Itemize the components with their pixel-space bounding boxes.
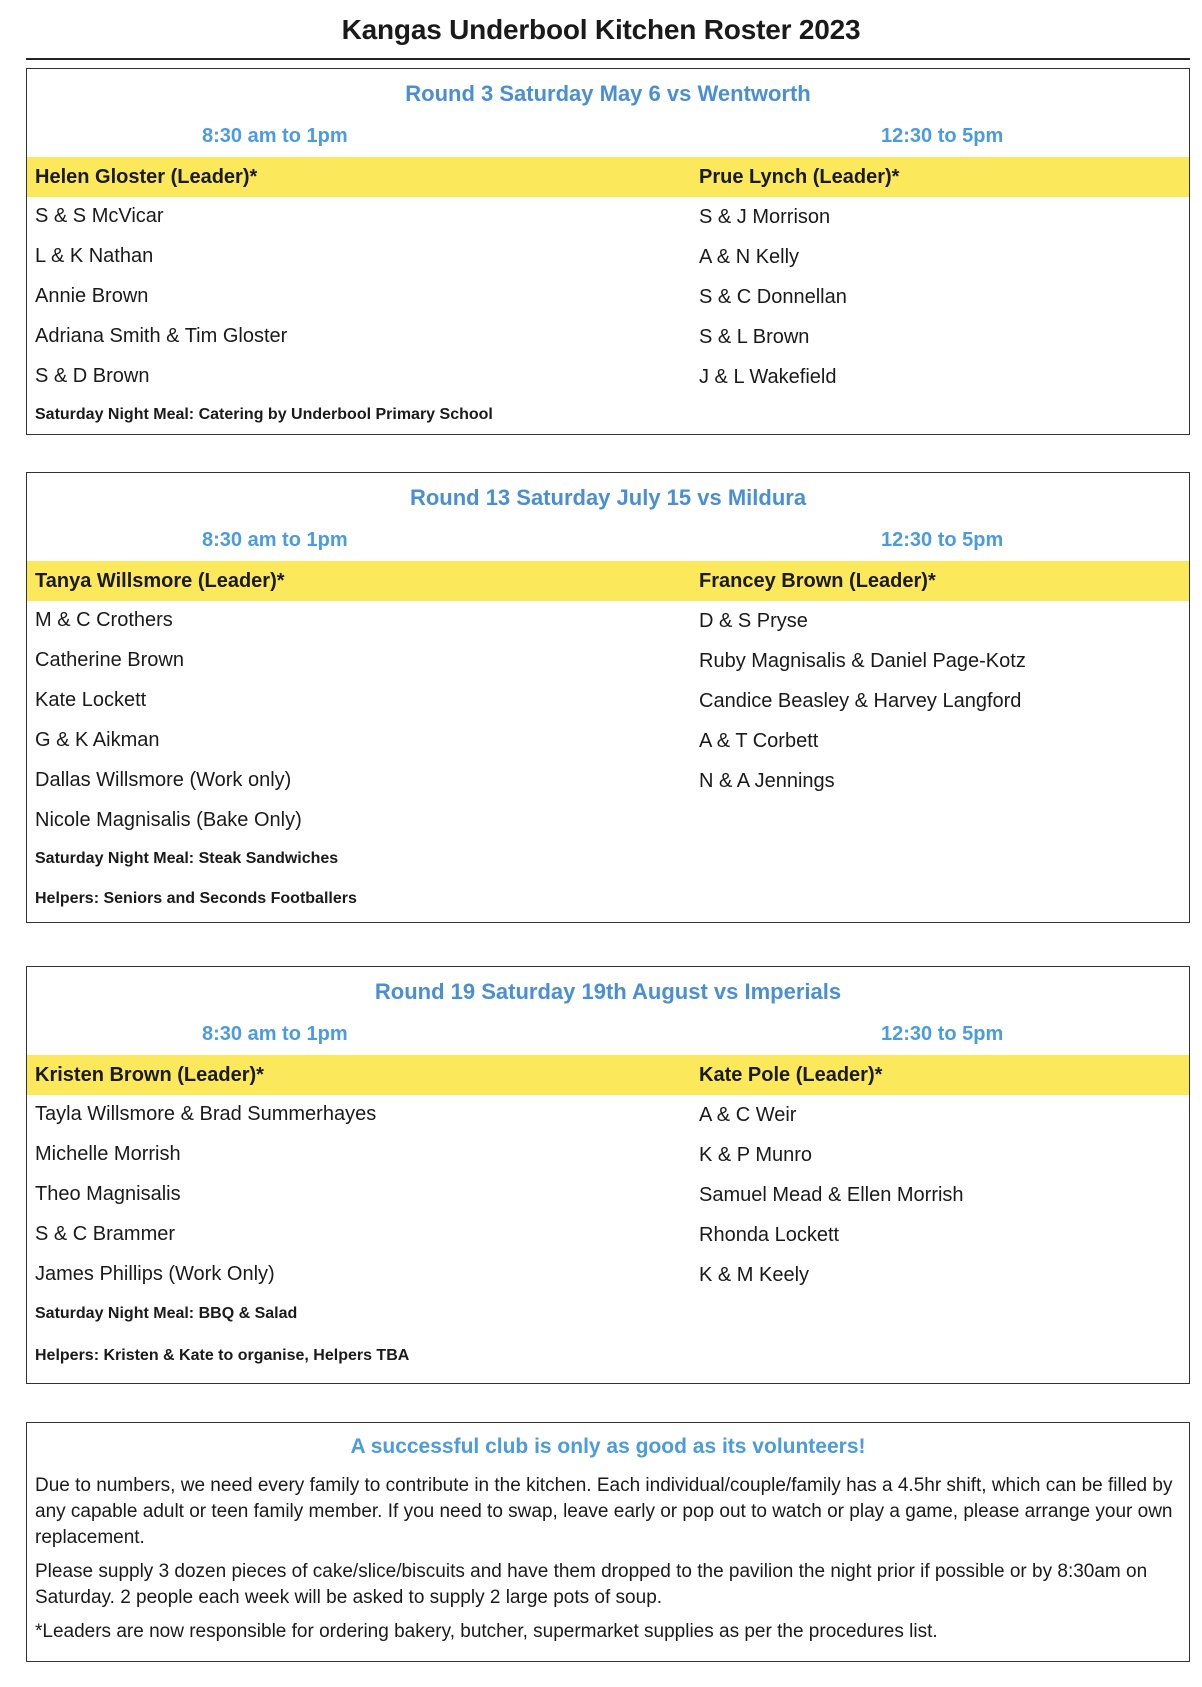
helpers-note: Helpers: Kristen & Kate to organise, Helpers TBA xyxy=(35,1347,410,1364)
morning-volunteer: Theo Magnisalis xyxy=(35,1183,181,1205)
morning-shift-time: 8:30 am to 1pm xyxy=(202,125,348,147)
morning-volunteer: James Phillips (Work Only) xyxy=(35,1263,275,1285)
afternoon-volunteer: D & S Pryse xyxy=(699,610,808,632)
helpers-note: Helpers: Seniors and Seconds Footballers xyxy=(35,890,357,907)
afternoon-volunteer: N & A Jennings xyxy=(699,770,835,792)
morning-volunteer: L & K Nathan xyxy=(35,245,154,267)
morning-volunteer: Dallas Willsmore (Work only) xyxy=(35,769,292,791)
footer-heading: A successful club is only as good as its volunteers! xyxy=(350,1435,866,1458)
afternoon-volunteer: S & C Donnellan xyxy=(699,286,847,308)
morning-volunteer: Kate Lockett xyxy=(35,689,147,711)
round-box xyxy=(26,68,1190,435)
afternoon-volunteer: Samuel Mead & Ellen Morrish xyxy=(699,1184,964,1206)
volunteer-info-box xyxy=(26,1422,1190,1662)
morning-volunteer: Michelle Morrish xyxy=(35,1143,181,1165)
afternoon-volunteer: A & C Weir xyxy=(699,1104,797,1126)
morning-volunteer: S & S McVicar xyxy=(35,205,164,227)
morning-volunteer: S & D Brown xyxy=(35,365,150,387)
night-meal-note: Saturday Night Meal: BBQ & Salad xyxy=(35,1305,298,1322)
morning-volunteer: Catherine Brown xyxy=(35,649,184,671)
morning-leader: Helen Gloster (Leader)* xyxy=(35,166,258,188)
morning-shift-time: 8:30 am to 1pm xyxy=(202,1023,348,1045)
page-title: Kangas Underbool Kitchen Roster 2023 xyxy=(341,14,861,45)
afternoon-shift-time: 12:30 to 5pm xyxy=(881,529,1004,551)
afternoon-volunteer: S & J Morrison xyxy=(699,206,831,228)
afternoon-leader: Francey Brown (Leader)* xyxy=(699,570,936,592)
round-box xyxy=(26,966,1190,1384)
afternoon-volunteer: Rhonda Lockett xyxy=(699,1224,840,1246)
morning-volunteer: Adriana Smith & Tim Gloster xyxy=(35,325,288,347)
afternoon-volunteer: A & N Kelly xyxy=(699,246,800,268)
afternoon-shift-time: 12:30 to 5pm xyxy=(881,125,1004,147)
morning-volunteer: Tayla Willsmore & Brad Summerhayes xyxy=(35,1103,377,1125)
info-paragraph: Please supply 3 dozen pieces of cake/slice/biscuits and have them dropped to the pavilion the night prior if possible or by 8:30am on Saturday. 2 people each week will be asked to supply 2 large pots of soup. xyxy=(35,1561,1148,1608)
round-heading: Round 19 Saturday 19th August vs Imperials xyxy=(374,979,842,1004)
morning-volunteer: G & K Aikman xyxy=(35,729,160,751)
title-divider xyxy=(26,58,1190,60)
morning-volunteer: S & C Brammer xyxy=(35,1223,176,1245)
afternoon-volunteer: K & M Keely xyxy=(699,1264,810,1286)
afternoon-volunteer: S & L Brown xyxy=(699,326,810,348)
morning-volunteer: Nicole Magnisalis (Bake Only) xyxy=(35,809,302,831)
morning-leader: Tanya Willsmore (Leader)* xyxy=(35,570,285,592)
afternoon-volunteer: K & P Munro xyxy=(699,1144,813,1166)
info-paragraph: Due to numbers, we need every family to contribute in the kitchen. Each individual/couple/family has a 4.5hr shift, which can be filled by any capable adult or teen family member. If you need to swap, leave early or pop out to watch or play a game, please arrange your own replacement. xyxy=(35,1475,1173,1548)
afternoon-volunteer: Ruby Magnisalis & Daniel Page-Kotz xyxy=(699,650,1026,672)
morning-volunteer: M & C Crothers xyxy=(35,609,173,631)
round-heading: Round 13 Saturday July 15 vs Mildura xyxy=(409,485,807,510)
afternoon-leader: Prue Lynch (Leader)* xyxy=(699,166,900,188)
night-meal-note: Saturday Night Meal: Steak Sandwiches xyxy=(35,850,339,867)
afternoon-volunteer: Candice Beasley & Harvey Langford xyxy=(699,690,1022,712)
morning-leader: Kristen Brown (Leader)* xyxy=(35,1064,264,1086)
afternoon-leader: Kate Pole (Leader)* xyxy=(699,1064,883,1086)
afternoon-volunteer: J & L Wakefield xyxy=(699,366,837,388)
night-meal-note: Saturday Night Meal: Catering by Underbool Primary School xyxy=(35,406,493,423)
morning-volunteer: Annie Brown xyxy=(35,285,149,307)
afternoon-shift-time: 12:30 to 5pm xyxy=(881,1023,1004,1045)
morning-shift-time: 8:30 am to 1pm xyxy=(202,529,348,551)
round-box xyxy=(26,472,1190,923)
leaders-footnote: *Leaders are now responsible for ordering bakery, butcher, supermarket supplies as per the procedures list. xyxy=(35,1621,938,1642)
round-heading: Round 3 Saturday May 6 vs Wentworth xyxy=(405,81,811,106)
afternoon-volunteer: A & T Corbett xyxy=(699,730,819,752)
